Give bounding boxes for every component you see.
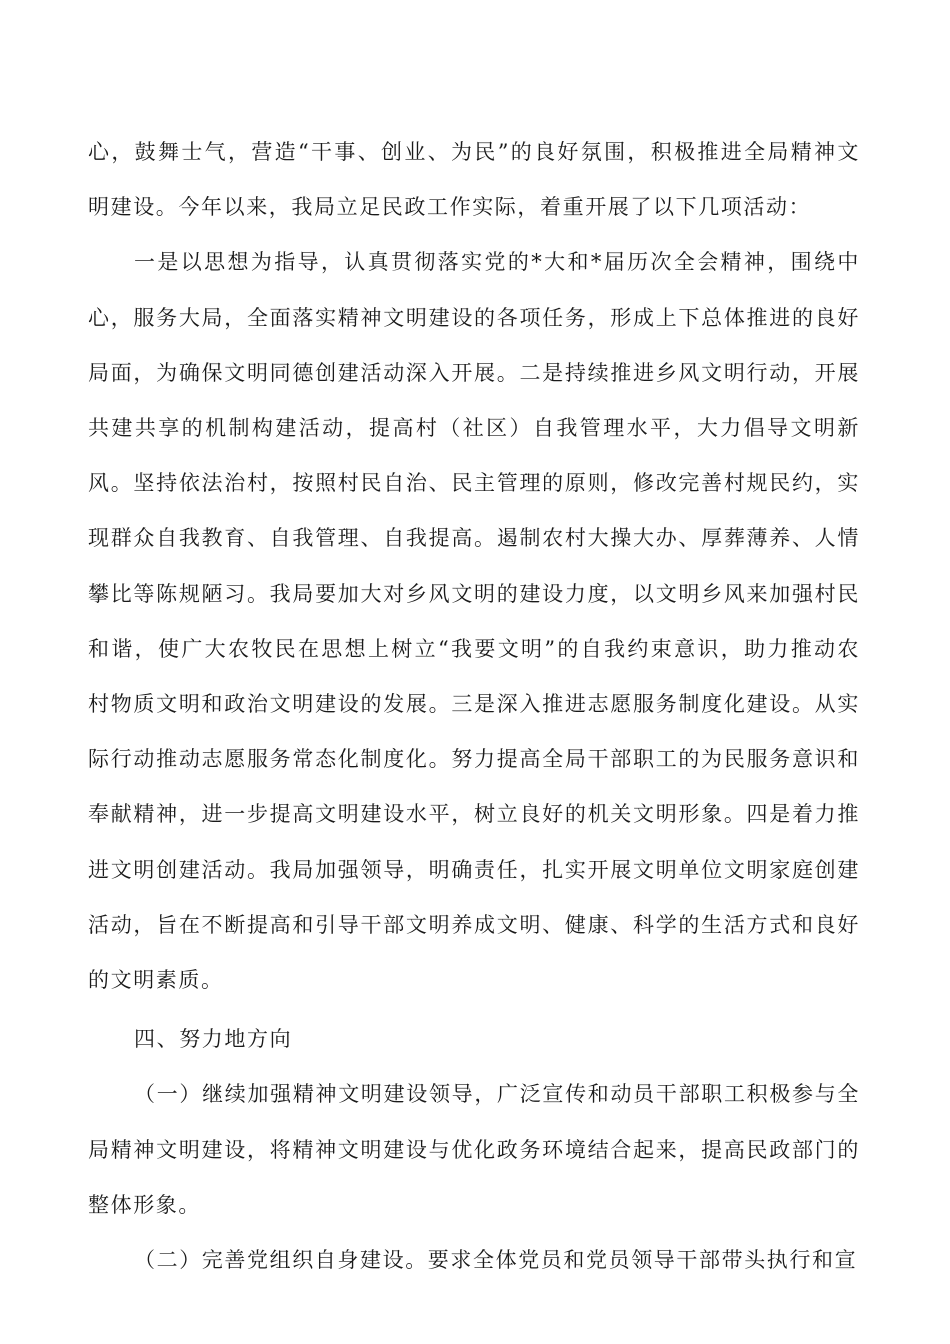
paragraph-line: 进文明创建活动。我局加强领导，明确责任，扎实开展文明单位文明家庭创建 [88, 857, 860, 882]
paragraph-line: 村物质文明和政治文明建设的发展。三是深入推进志愿服务制度化建设。从实 [88, 692, 860, 716]
paragraph-line: 际行动推动志愿服务常态化制度化。努力提高全局干部职工的为民服务意识和 [88, 747, 860, 772]
paragraph-line: 现群众自我教育、自我管理、自我提高。遏制农村大操大办、厚葬薄养、人情 [88, 526, 860, 551]
paragraph-line: 整体形象。 [88, 1192, 201, 1217]
paragraph-line: 局面，为确保文明同德创建活动深入开展。二是持续推进乡风文明行动，开展 [88, 360, 860, 385]
paragraph-line: 的文明素质。 [88, 968, 224, 992]
paragraph-line: 一是以思想为指导，认真贯彻落实党的*大和*届历次全会精神，围绕中 [134, 250, 860, 275]
paragraph-line: 攀比等陈规陋习。我局要加大对乡风文明的建设力度，以文明乡风来加强村民 [88, 581, 860, 606]
paragraph-line: 和谐，使广大农牧民在思想上树立“我要文明”的自我约束意识，助力推动农 [88, 636, 860, 661]
section-heading: 四、努力地方向 [134, 1027, 293, 1052]
paragraph-line: 风。坚持依法治村，按照村民自治、民主管理的原则，修改完善村规民约，实 [88, 471, 860, 496]
paragraph-line: 心，服务大局，全面落实精神文明建设的各项任务，形成上下总体推进的良好 [88, 305, 860, 330]
paragraph-line: （二）完善党组织自身建设。要求全体党员和党员领导干部带头执行和宣 [134, 1248, 858, 1272]
paragraph-line: 明建设。今年以来，我局立足民政工作实际，着重开展了以下几项活动： [88, 195, 812, 220]
paragraph-line: 活动，旨在不断提高和引导干部文明养成文明、健康、科学的生活方式和良好 [88, 912, 860, 937]
paragraph-line: （一）继续加强精神文明建设领导，广泛宣传和动员干部职工积极参与全 [134, 1082, 860, 1107]
paragraph-line: 奉献精神，进一步提高文明建设水平，树立良好的机关文明形象。四是着力推 [88, 802, 860, 827]
paragraph-line: 局精神文明建设，将精神文明建设与优化政务环境结合起来，提高民政部门的 [88, 1137, 860, 1162]
paragraph-line: 共建共享的机制构建活动，提高村（社区）自我管理水平，大力倡导文明新 [88, 416, 860, 440]
paragraph-line: 心，鼓舞士气，营造“干事、创业、为民”的良好氛围，积极推进全局精神文 [88, 140, 860, 164]
